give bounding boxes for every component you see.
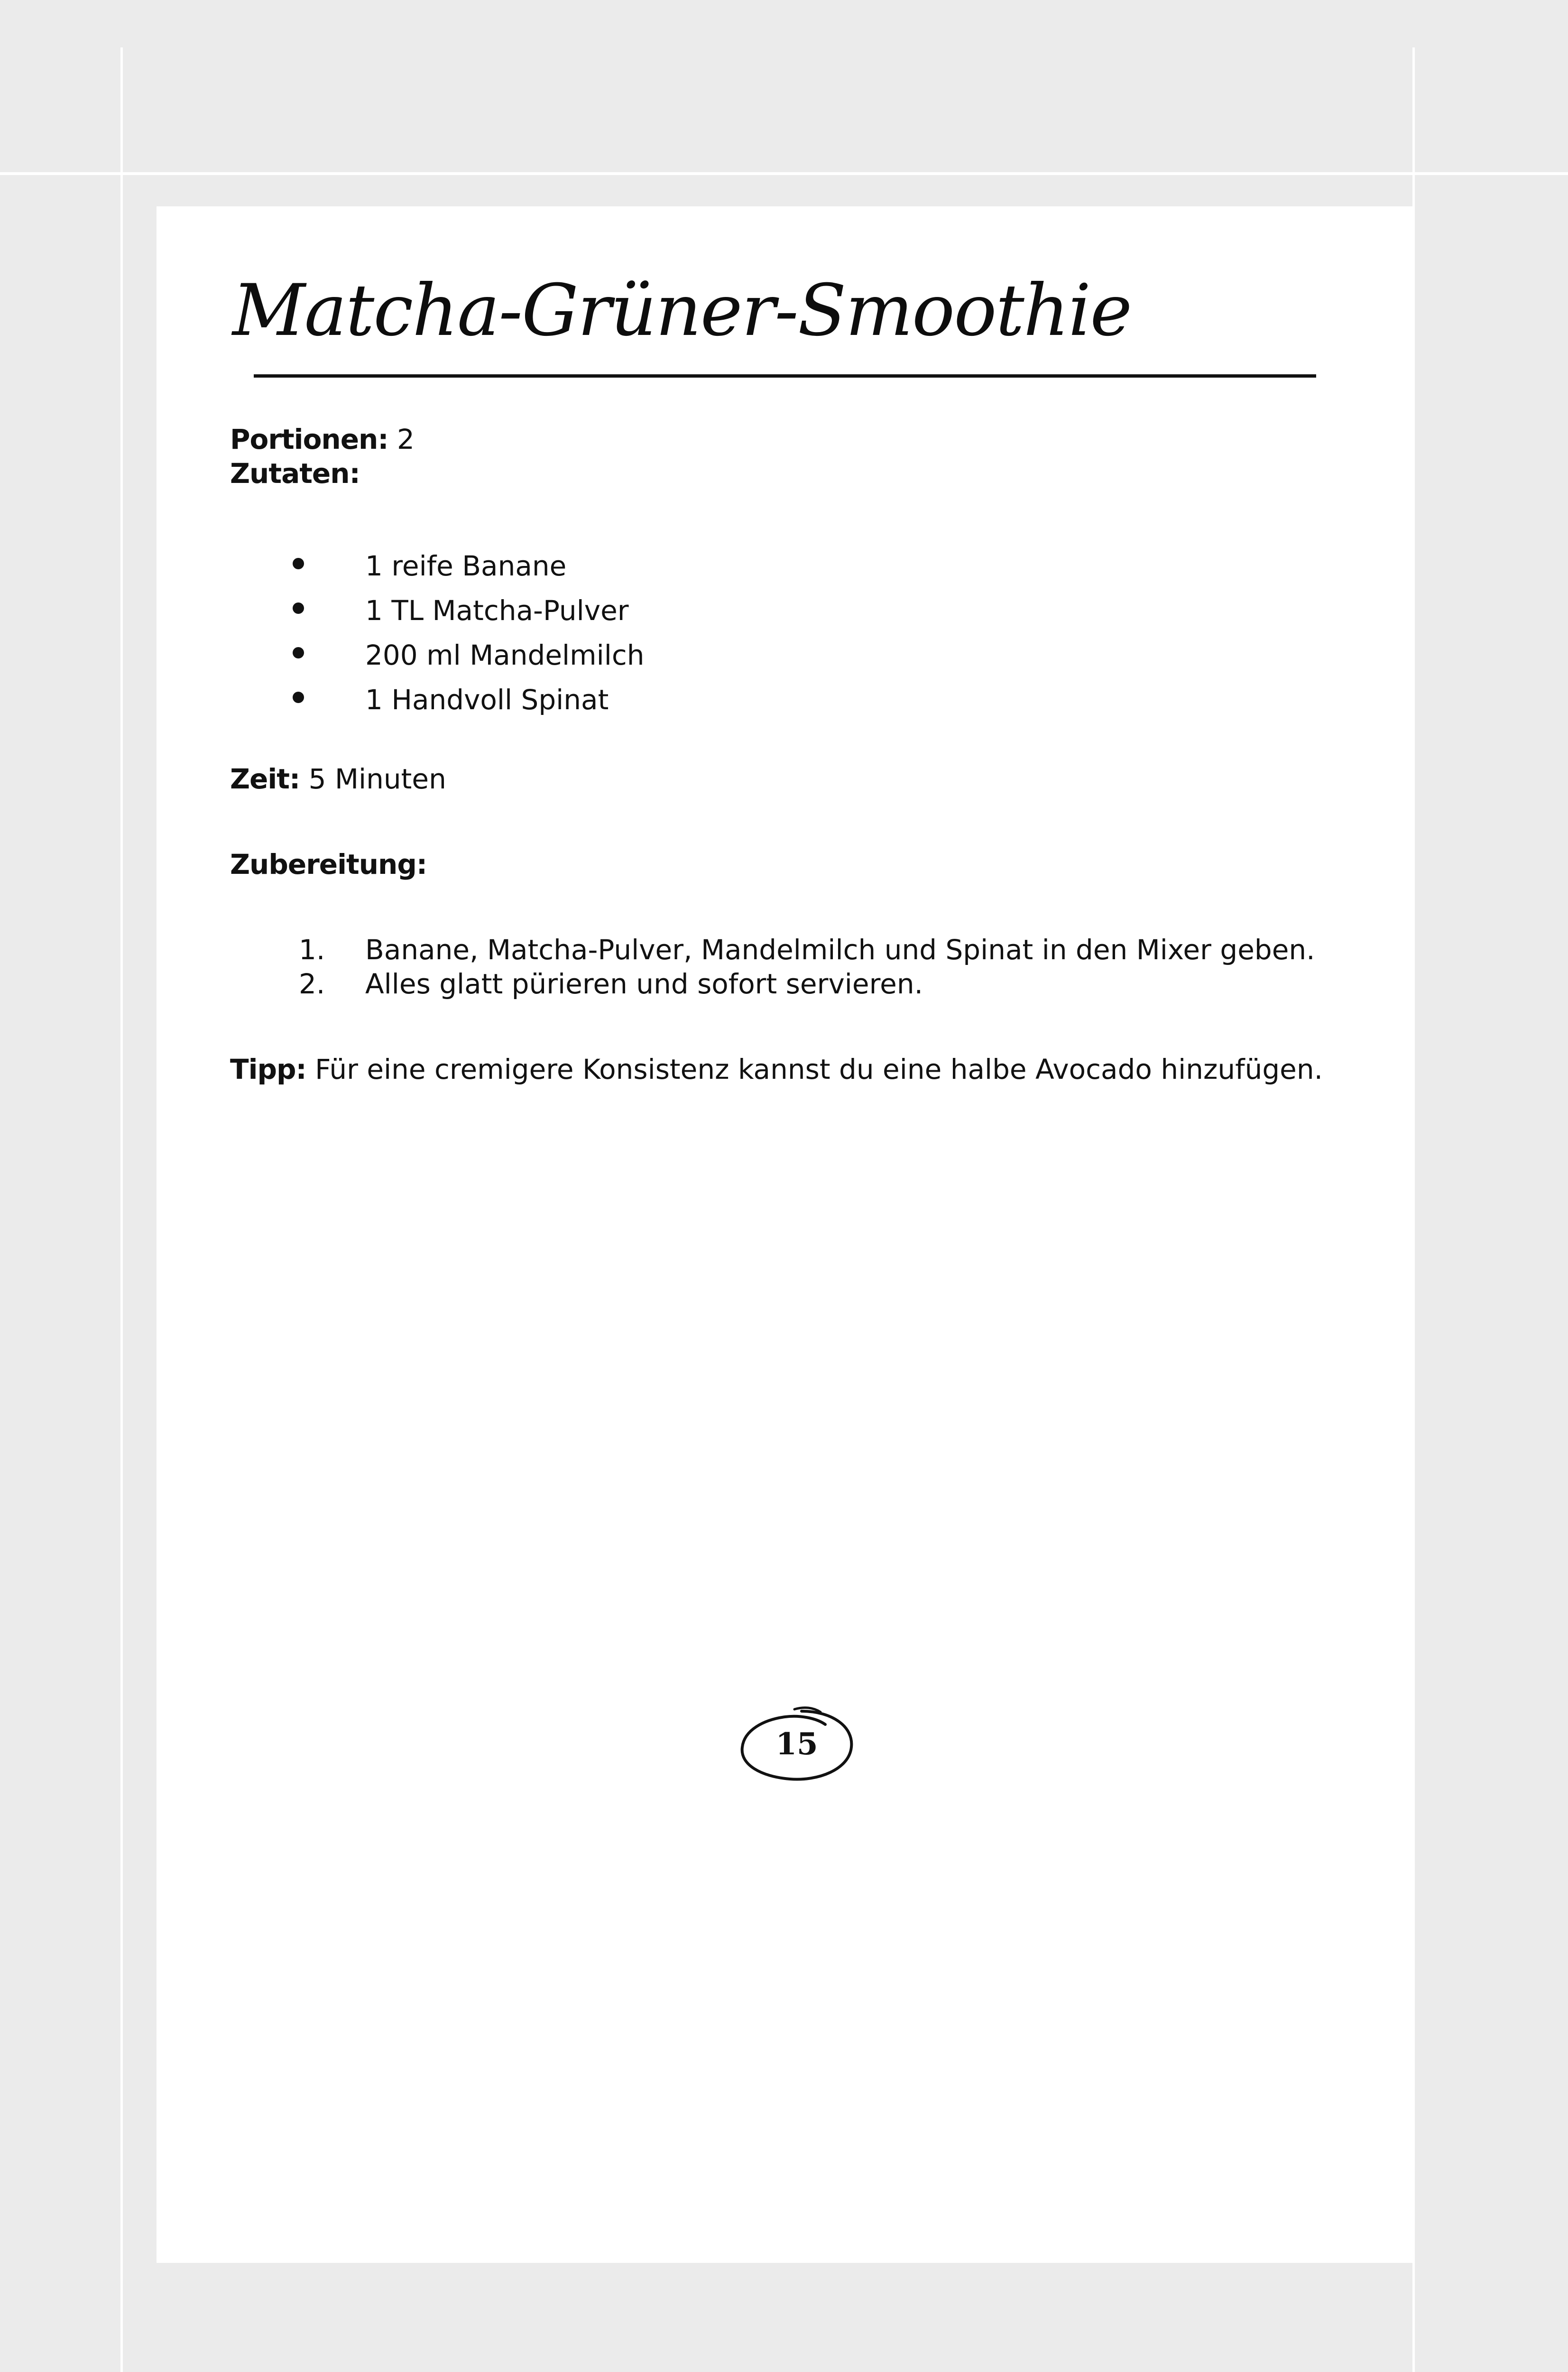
tip-label: Tipp: (230, 1053, 306, 1085)
step-list (230, 933, 1345, 1001)
time-value: 5 Minuten (308, 763, 446, 795)
title-underline (254, 374, 1316, 378)
ingredient-text: 1 Handvoll Spinat (365, 684, 609, 716)
page-number-text: 15 (775, 1726, 818, 1762)
step-item (230, 933, 1345, 967)
step-number: 1. (299, 934, 325, 966)
ingredients-label: Zutaten: (230, 457, 360, 490)
ingredient-item (230, 633, 1345, 677)
ingredient-list (230, 544, 1345, 722)
ingredient-item (230, 677, 1345, 722)
recipe-content (230, 422, 1345, 1086)
time-label: Zeit: (230, 763, 300, 795)
ingredients-heading (230, 456, 1345, 491)
crop-mark-left (120, 47, 123, 2372)
step-text: Alles glatt pürieren und sofort servieren. (365, 968, 923, 1000)
preparation-label: Zubereitung: (230, 848, 427, 880)
step-text: Banane, Matcha-Pulver, Mandelmilch und Spinat in den Mixer geben. (365, 934, 1315, 966)
ingredient-text: 200 ml Mandelmilch (365, 639, 645, 671)
ingredient-text: 1 reife Banane (365, 550, 567, 582)
servings-line (230, 422, 1345, 456)
preparation-heading (230, 847, 1345, 881)
page-number (738, 1701, 856, 1796)
tip-text: Für eine cremigere Konsistenz kannst du eine halbe Avocado hinzufügen. (315, 1053, 1323, 1085)
step-number: 2. (299, 968, 325, 1000)
step-item (230, 967, 1345, 1001)
recipe-title: Matcha-Grüner-Smoothie (232, 269, 1132, 352)
ingredient-text: 1 TL Matcha-Pulver (365, 594, 629, 627)
crop-mark-top (0, 172, 1568, 175)
time-line (230, 762, 1345, 796)
tip-line (230, 1052, 1345, 1086)
bullet-icon (293, 602, 304, 614)
servings-value: 2 (397, 423, 415, 455)
recipe-page (157, 206, 1413, 2263)
bullet-icon (293, 558, 304, 569)
bullet-icon (293, 647, 304, 658)
bullet-icon (293, 692, 304, 703)
ingredient-item (230, 544, 1345, 588)
servings-label: Portionen: (230, 423, 388, 455)
ingredient-item (230, 588, 1345, 633)
